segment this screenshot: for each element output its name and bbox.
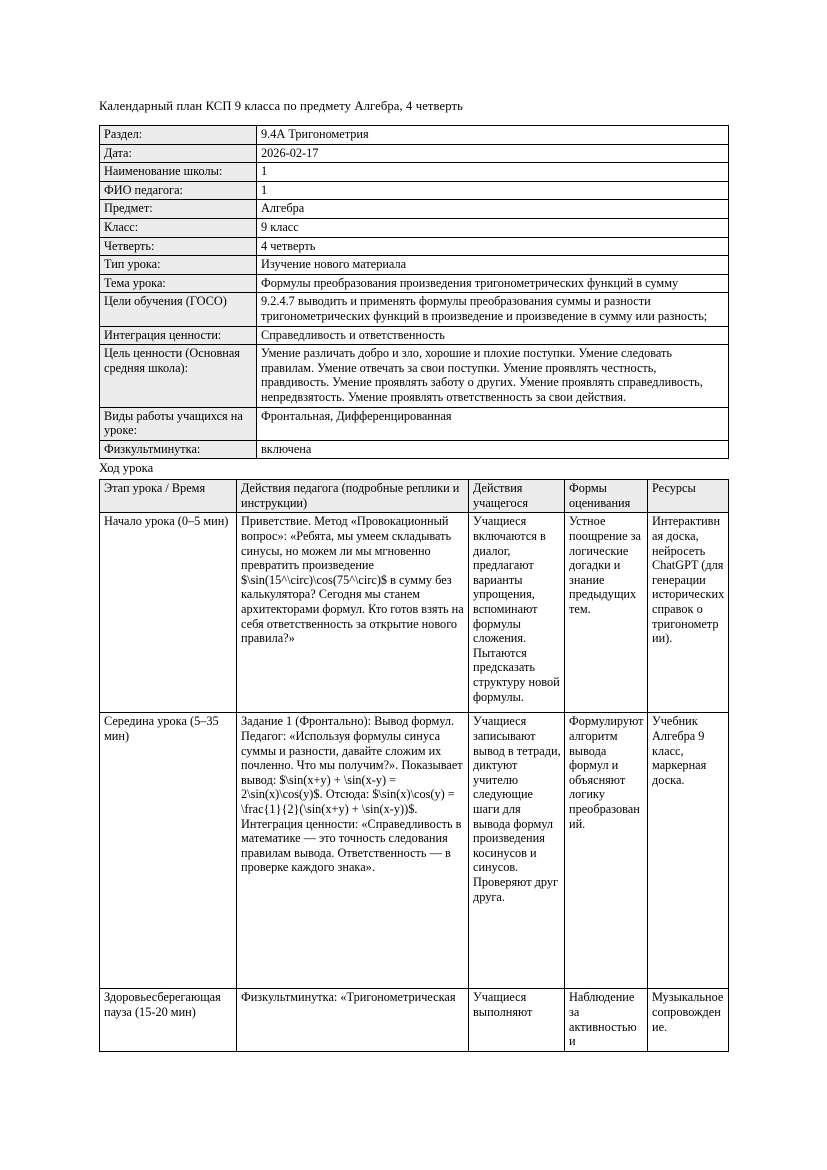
cell-resources: Интерактивная доска, нейросеть ChatGPT (для генерации исторических справок о тригонометрии). — [648, 513, 729, 713]
table-row — [100, 440, 729, 459]
table-row — [100, 989, 729, 1051]
info-row-value: 1 — [257, 181, 729, 200]
info-row-value: 9 класс — [257, 218, 729, 237]
cell-resources: Учебник Алгебра 9 класс, маркерная доска. — [648, 713, 729, 989]
info-row-value: Фронтальная, Дифференцированная — [257, 407, 729, 440]
cell-stage: Середина урока (5–35 мин) — [100, 713, 237, 989]
table-row — [100, 163, 729, 182]
lesson-flow-table — [99, 479, 729, 1052]
info-row-label: Класс: — [100, 218, 257, 237]
info-row-value: Изучение нового материала — [257, 256, 729, 275]
cell-resources: Музыкальное сопровождение. — [648, 989, 729, 1051]
info-row-label: ФИО педагога: — [100, 181, 257, 200]
info-row-value: 9.4А Тригонометрия — [257, 126, 729, 145]
cell-teacher-actions: Приветствие. Метод «Провокационный вопрос»: «Ребята, мы умеем складывать синусы, но можем ли мы мгновенно превратить произведение $\sin(15^\circ)\cos(75^\circ)$ в сумму без калькулятора? Сегодня мы станем архитекторами формул. Кто готов взять на себя ответственность за открытие нового правила?» — [237, 513, 469, 713]
cell-teacher-actions: Задание 1 (Фронтально): Вывод формул. Педагог: «Используя формулы синуса суммы и разности, давайте сложим их почленно. Что мы получим?». Показывает вывод: $\sin(x+y) + \sin(x-y) = 2\sin(x)\cos(y)$. Отсюда: $\sin(x)\cos(y) = \frac{1}{2}(\sin(x+y) + \sin(x-y))$. Интеграция ценности: «Справедливость в математике — это точность следования правилам вывода. Ответственность — в проверке каждого знака». — [237, 713, 469, 989]
table-row — [100, 345, 729, 407]
info-row-label: Цели обучения (ГОСО) — [100, 293, 257, 326]
table-row — [100, 407, 729, 440]
info-row-label: Четверть: — [100, 237, 257, 256]
info-row-label: Предмет: — [100, 200, 257, 219]
table-row — [100, 181, 729, 200]
header-teacher-actions: Действия педагога (подробные реплики и инструкции) — [237, 480, 469, 513]
cell-teacher-actions: Физкультминутка: «Тригонометрическая — [237, 989, 469, 1051]
lesson-info-body — [100, 126, 729, 459]
info-row-value: Умение различать добро и зло, хорошие и плохие поступки. Умение следовать правилам. Умение отвечать за свои поступки. Умение проявлять честность, правдивость. Умение проявлять заботу о других. Умение проявлять справедливость, непредвзятость. Умение проявлять ответственность за свои действия. — [257, 345, 729, 407]
table-row — [100, 274, 729, 293]
header-stage: Этап урока / Время — [100, 480, 237, 513]
info-row-label: Цель ценности (Основная средняя школа): — [100, 345, 257, 407]
table-row — [100, 713, 729, 989]
table-row — [100, 513, 729, 713]
cell-student-actions: Учащиеся включаются в диалог, предлагают варианты упрощения, вспоминают формулы сложения. Пытаются предсказать структуру новой формулы. — [469, 513, 565, 713]
info-row-label: Дата: — [100, 144, 257, 163]
lesson-flow-head — [100, 480, 729, 513]
info-row-value: 2026-02-17 — [257, 144, 729, 163]
table-header-row — [100, 480, 729, 513]
table-row — [100, 256, 729, 275]
lesson-flow-body — [100, 513, 729, 1051]
info-row-value: 1 — [257, 163, 729, 182]
table-row — [100, 326, 729, 345]
header-student-actions: Действия учащегося — [469, 480, 565, 513]
info-row-value: Формулы преобразования произведения тригонометрических функций в сумму — [257, 274, 729, 293]
table-row — [100, 237, 729, 256]
info-row-label: Наименование школы: — [100, 163, 257, 182]
table-row — [100, 144, 729, 163]
table-row — [100, 200, 729, 219]
header-resources: Ресурсы — [648, 480, 729, 513]
table-row — [100, 293, 729, 326]
cell-assessment: Формулируют алгоритм вывода формул и объясняют логику преобразований. — [565, 713, 648, 989]
cell-stage: Начало урока (0–5 мин) — [100, 513, 237, 713]
info-row-label: Виды работы учащихся на уроке: — [100, 407, 257, 440]
cell-assessment: Устное поощрение за логические догадки и знание предыдущих тем. — [565, 513, 648, 713]
info-row-value: Справедливость и ответственность — [257, 326, 729, 345]
table-row — [100, 126, 729, 145]
info-row-value: 4 четверть — [257, 237, 729, 256]
info-row-label: Тип урока: — [100, 256, 257, 275]
cell-assessment: Наблюдение за активностью и — [565, 989, 648, 1051]
header-assessment-forms: Формы оценивания — [565, 480, 648, 513]
cell-student-actions: Учащиеся выполняют — [469, 989, 565, 1051]
info-row-label: Раздел: — [100, 126, 257, 145]
lesson-info-table — [99, 125, 729, 459]
info-row-label: Физкультминутка: — [100, 440, 257, 459]
flow-caption: Ход урока — [99, 461, 154, 476]
info-row-value: включена — [257, 440, 729, 459]
info-row-value: Алгебра — [257, 200, 729, 219]
cell-stage: Здоровьесберегающая пауза (15-20 мин) — [100, 989, 237, 1051]
info-row-value: 9.2.4.7 выводить и применять формулы преобразования суммы и разности тригонометрических функций в произведение и произведение в сумму или разность; — [257, 293, 729, 326]
info-row-label: Интеграция ценности: — [100, 326, 257, 345]
info-row-label: Тема урока: — [100, 274, 257, 293]
table-row — [100, 218, 729, 237]
cell-student-actions: Учащиеся записывают вывод в тетради, диктуют учителю следующие шаги для вывода формул произведения косинусов и синусов. Проверяют друг друга. — [469, 713, 565, 989]
page-title: Календарный план КСП 9 класса по предмету Алгебра, 4 четверть — [99, 99, 464, 113]
